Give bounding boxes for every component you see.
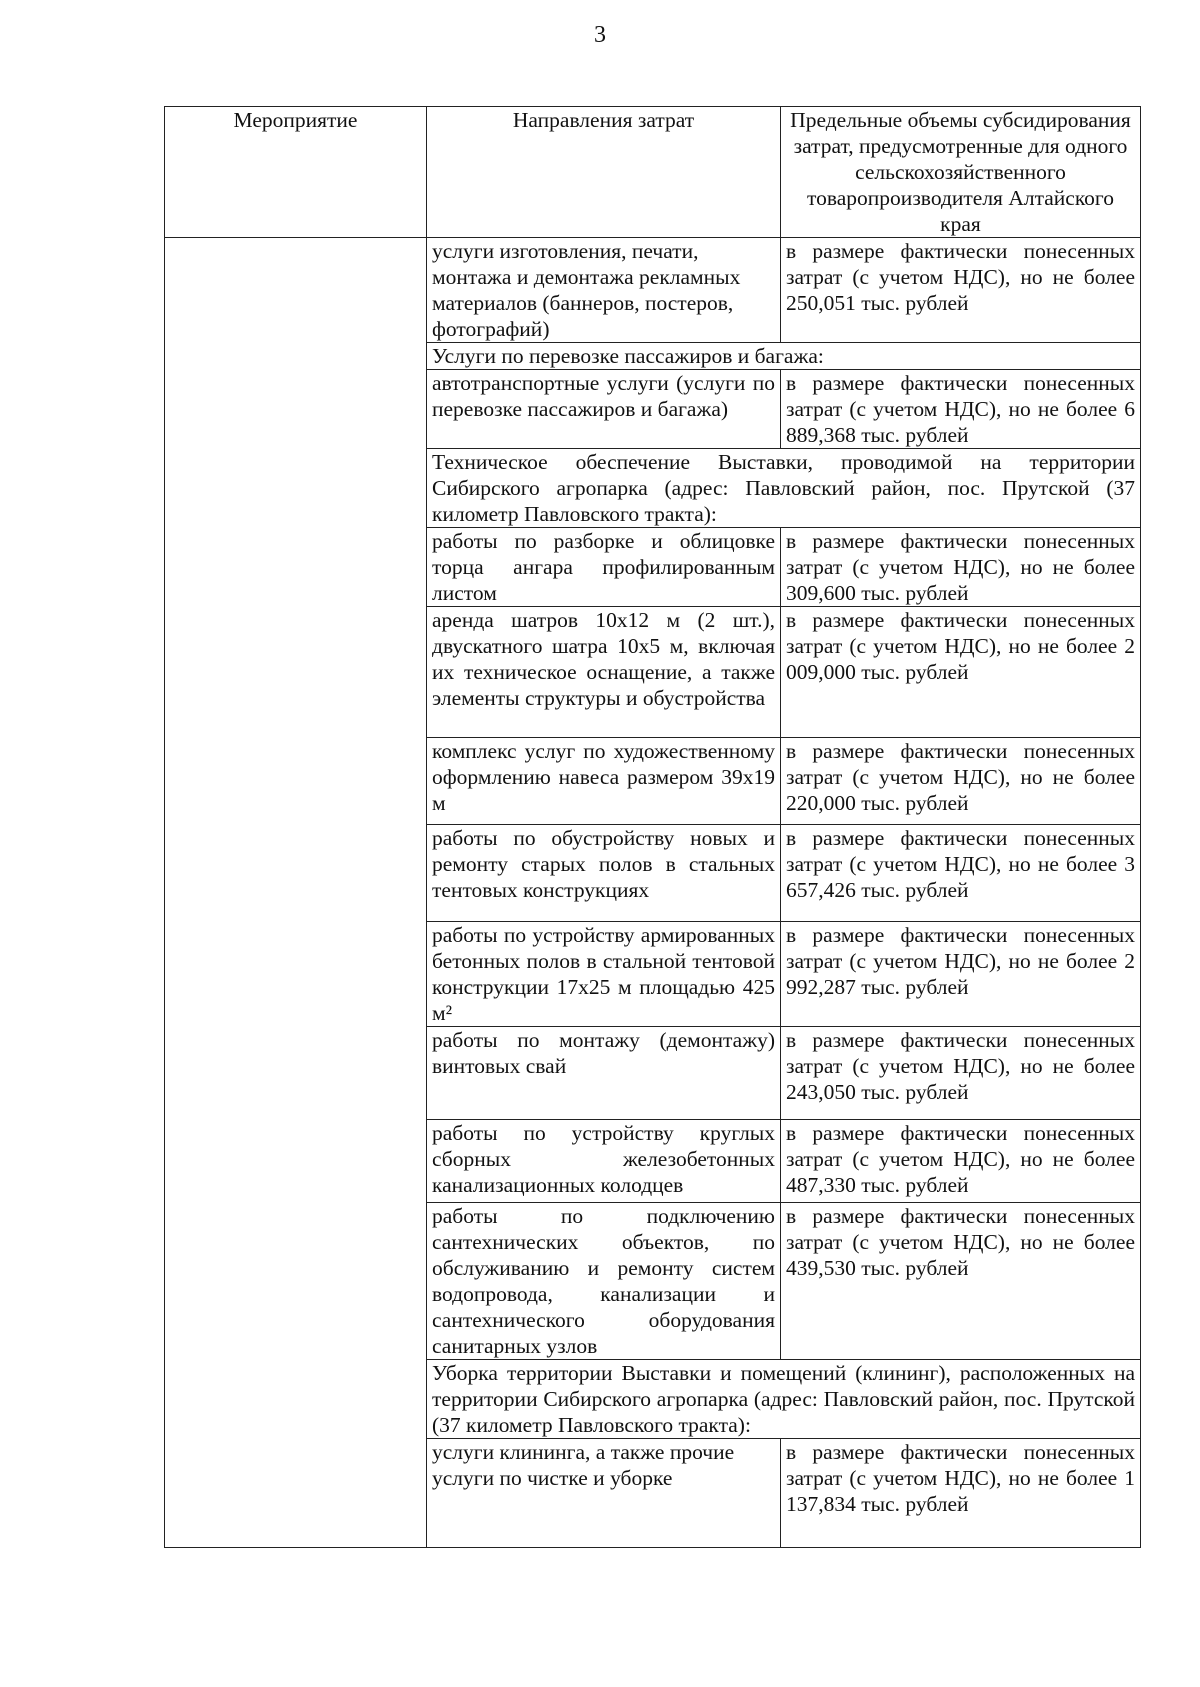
limit-cell: в размере фактически понесенных затрат (с учетом НДС), но не более 3 657,426 тыс. рублей <box>781 825 1141 922</box>
section-title: Услуги по перевозке пассажиров и багажа: <box>427 343 1141 370</box>
event-cell-empty <box>165 238 427 1548</box>
direction-cell: услуги клининга, а также прочие услуги по чистке и уборке <box>427 1439 781 1548</box>
limit-cell: в размере фактически понесенных затрат (с учетом НДС), но не более 6 889,368 тыс. рублей <box>781 370 1141 449</box>
subsidy-table <box>164 106 1141 1548</box>
header-event: Мероприятие <box>165 107 427 238</box>
direction-cell: услуги изготовления, печати, монтажа и демонтажа рекламных материалов (баннеров, постеров, фотографий) <box>427 238 781 343</box>
limit-cell: в размере фактически понесенных затрат (с учетом НДС), но не более 439,530 тыс. рублей <box>781 1203 1141 1360</box>
direction-cell: работы по монтажу (демонтажу) винтовых свай <box>427 1027 781 1120</box>
limit-cell: в размере фактически понесенных затрат (с учетом НДС), но не более 250,051 тыс. рублей <box>781 238 1141 343</box>
direction-cell: комплекс услуг по художественному оформлению навеса размером 39х19 м <box>427 738 781 825</box>
direction-cell: автотранспортные услуги (услуги по перевозке пассажиров и багажа) <box>427 370 781 449</box>
limit-cell: в размере фактически понесенных затрат (с учетом НДС), но не более 243,050 тыс. рублей <box>781 1027 1141 1120</box>
limit-cell: в размере фактически понесенных затрат (с учетом НДС), но не более 309,600 тыс. рублей <box>781 528 1141 607</box>
section-title: Уборка территории Выставки и помещений (клининг), расположенных на территории Сибирского агропарка (адрес: Павловский район, пос. Прутской (37 километр Павловского тракта): <box>427 1360 1141 1439</box>
header-direction: Направления затрат <box>427 107 781 238</box>
page-number: 3 <box>594 22 606 48</box>
limit-cell: в размере фактически понесенных затрат (с учетом НДС), но не более 1 137,834 тыс. рублей <box>781 1439 1141 1548</box>
direction-cell: работы по устройству армированных бетонных полов в стальной тентовой конструкции 17х25 м площадью 425 м² <box>427 922 781 1027</box>
direction-cell: работы по обустройству новых и ремонту старых полов в стальных тентовых конструкциях <box>427 825 781 922</box>
table-row <box>165 238 1141 343</box>
table-header-row <box>165 107 1141 238</box>
direction-cell: аренда шатров 10х12 м (2 шт.), двускатного шатра 10х5 м, включая их техническое оснащение, а также элементы структуры и обустройства <box>427 607 781 738</box>
header-limit: Предельные объемы субсидирования затрат, предусмотренные для одного сельскохозяйственного товаропроизводителя Алтайского края <box>781 107 1141 238</box>
direction-cell: работы по устройству круглых сборных железобетонных канализационных колодцев <box>427 1120 781 1203</box>
direction-cell: работы по подключению сантехнических объектов, по обслуживанию и ремонту систем водопровода, канализации и сантехнического оборудования санитарных узлов <box>427 1203 781 1360</box>
limit-cell: в размере фактически понесенных затрат (с учетом НДС), но не более 487,330 тыс. рублей <box>781 1120 1141 1203</box>
section-title: Техническое обеспечение Выставки, проводимой на территории Сибирского агропарка (адрес: Павловский район, пос. Прутской (37 километр Павловского тракта): <box>427 449 1141 528</box>
limit-cell: в размере фактически понесенных затрат (с учетом НДС), но не более 2 009,000 тыс. рублей <box>781 607 1141 738</box>
limit-cell: в размере фактически понесенных затрат (с учетом НДС), но не более 220,000 тыс. рублей <box>781 738 1141 825</box>
direction-cell: работы по разборке и облицовке торца ангара профилированным листом <box>427 528 781 607</box>
limit-cell: в размере фактически понесенных затрат (с учетом НДС), но не более 2 992,287 тыс. рублей <box>781 922 1141 1027</box>
